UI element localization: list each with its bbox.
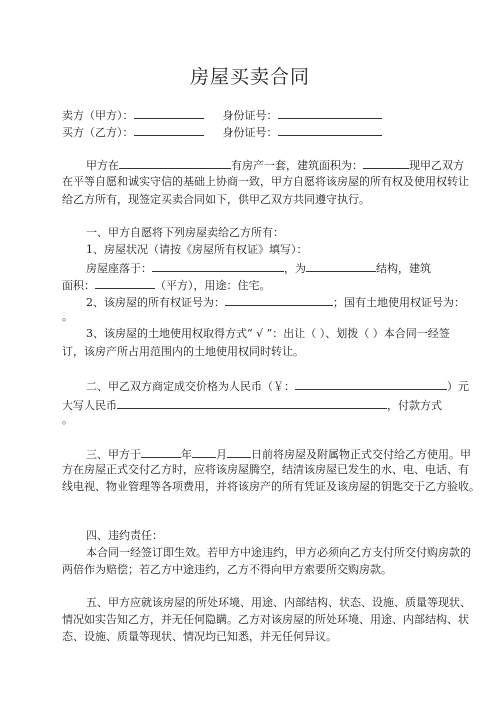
seller-name-blank[interactable] xyxy=(134,107,204,119)
intro-line-2: 在平等自愿和诚实守信的基础上协商一致，甲方自愿将该房屋的所有权及使用权转让 xyxy=(62,175,469,188)
area-row xyxy=(62,277,271,293)
buyer-row xyxy=(62,124,382,140)
section5-line1: 五、甲方应就该房屋的所处环境、用途、内部结构、状态、设施、质量等现状、 xyxy=(86,596,471,609)
buyer-label: 买方（乙方）： xyxy=(62,126,134,139)
section1-item1: 1、房屋状况（请按《房屋所有权证》填写）： xyxy=(86,243,308,256)
section4-heading: 四、违约责任： xyxy=(86,529,163,542)
section5-line3: 态、设施、质量等现状、情况均已知悉，并无任何异议。 xyxy=(62,630,337,643)
location-row xyxy=(86,260,431,276)
section1-item3a: 3、该房屋的土地使用权取得方式“ √ ”：出让（ ）、划拨（ ）本合同一经签 xyxy=(86,327,450,340)
intro-line-1 xyxy=(86,157,464,173)
contract-title: 房屋买卖合同 xyxy=(189,66,310,88)
delivery-label: 三、甲方于 xyxy=(86,448,141,461)
section4-line1: 本合同一经签订即生效。若甲方中途违约，甲方必须向乙方支付所交付购房款的 xyxy=(86,546,471,559)
price-blank[interactable] xyxy=(295,378,447,390)
area-label: 面积： xyxy=(62,279,95,292)
section5-line2: 情况如实告知乙方，并无任何隐瞒。乙方对该房屋的所处环境、用途、内部结构、状 xyxy=(62,613,469,626)
section3-line3: 线电视、物业管理等各项费用，并将该房产的所有凭证及该房屋的钥匙交于乙方验收。 xyxy=(62,480,480,493)
payment-method-label: ，付款方式 xyxy=(387,399,442,412)
buyer-name-blank[interactable] xyxy=(134,124,204,136)
location-text-c: 结构，建筑 xyxy=(376,262,431,275)
price-label: 二、甲乙双方商定成交价格为人民币（￥： xyxy=(86,380,295,393)
intro-text-1b: 有房产一套，建筑面积为： xyxy=(231,159,363,172)
month-label: 月 xyxy=(216,448,227,461)
seller-id-label: 身份证号： xyxy=(222,109,278,122)
day-blank[interactable] xyxy=(227,446,251,458)
area-blank[interactable] xyxy=(363,157,409,169)
property-location-blank[interactable] xyxy=(119,157,231,169)
seller-row xyxy=(62,107,382,123)
price-words-row xyxy=(62,397,442,413)
intro-line-3: 给乙方所有，现签定买卖合同如下，供甲乙双方共同遵守执行。 xyxy=(62,193,370,206)
cert-end: 。 xyxy=(62,310,73,323)
price-unit: ）元 xyxy=(447,380,469,393)
section3-line2: 方在房屋正式交付乙方时，应将该房屋腾空，结清该房屋已发生的水、电、电话、有 xyxy=(62,463,469,476)
location-label: 房屋座落于： xyxy=(86,262,152,275)
location-blank[interactable] xyxy=(152,260,284,272)
area-value-blank[interactable] xyxy=(95,277,155,289)
price-row xyxy=(86,378,469,394)
delivery-text: 日前将房屋及附属物正式交付给乙方使用。甲 xyxy=(251,448,471,461)
month-blank[interactable] xyxy=(192,446,216,458)
certificate-row xyxy=(86,294,465,310)
delivery-row xyxy=(86,446,471,462)
buyer-id-blank[interactable] xyxy=(278,124,382,136)
seller-label: 卖方（甲方）： xyxy=(62,109,134,122)
ownership-cert-blank[interactable] xyxy=(225,294,333,306)
section1-item3b: 订，该房产所占用范围内的土地使用权同时转让。 xyxy=(62,345,304,358)
location-text-b: ，为 xyxy=(284,262,306,275)
year-blank[interactable] xyxy=(141,446,181,458)
intro-text-1c: 现甲乙双方 xyxy=(409,159,464,172)
price-words-label: 大写人民币 xyxy=(62,399,117,412)
section2-end: 。 xyxy=(62,413,73,426)
buyer-id-label: 身份证号： xyxy=(222,126,278,139)
seller-id-blank[interactable] xyxy=(278,107,382,119)
land-cert-label: ；国有土地使用权证号为： xyxy=(333,296,465,309)
section1-heading: 一、甲方自愿将下列房屋卖给乙方所有： xyxy=(86,226,284,239)
year-label: 年 xyxy=(181,448,192,461)
area-text-b: （平方），用途：住宅。 xyxy=(155,279,271,292)
cert-label: 2、该房屋的所有权证号为： xyxy=(86,296,225,309)
structure-blank[interactable] xyxy=(306,260,376,272)
intro-text-1a: 甲方在 xyxy=(86,159,119,172)
section4-line2: 两倍作为赔偿；若乙方中途违约，乙方不得向甲方索要所交购房款。 xyxy=(62,563,392,576)
price-words-blank[interactable] xyxy=(117,397,387,409)
